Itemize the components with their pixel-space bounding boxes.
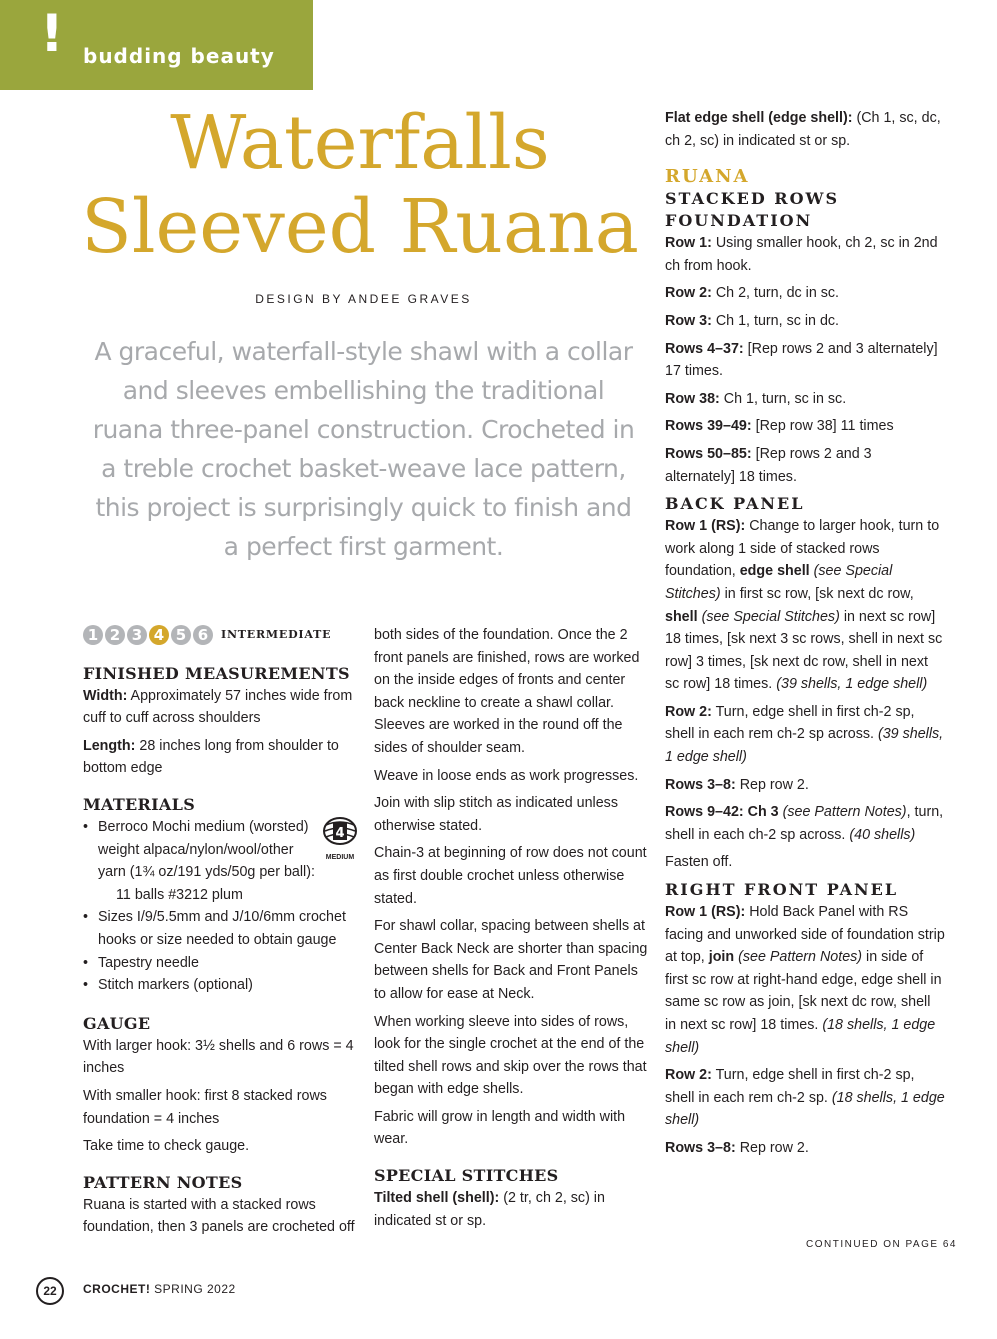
skill-dot-4: 4	[149, 625, 169, 645]
row-paragraph: Rows 39–49: [Rep row 38] 11 times	[665, 418, 894, 435]
byline: DESIGN BY ANDEE GRAVES	[255, 292, 472, 306]
length-paragraph: Length: 28 inches long from shoulder to bottom edge	[83, 737, 339, 777]
row-paragraph: Rows 9–42: Ch 3 (see Pattern Notes), turn, shell in each ch-2 sp across. (40 shells)	[665, 804, 944, 843]
width-paragraph: Width: Approximately 57 inches wide from cuff to cuff across shoulders	[83, 687, 353, 727]
row-paragraph: Rows 3–8: Rep row 2.	[665, 1139, 809, 1156]
row-paragraph: Row 2: Turn, edge shell in first ch-2 sp, shell in each rem ch-2 sp. (18 shells, 1 edge shell)	[665, 1067, 945, 1129]
materials-item: • Stitch markers (optional)	[83, 974, 358, 997]
magazine-footer: CROCHET! SPRING 2022	[83, 1282, 236, 1296]
svg-text:4: 4	[335, 825, 345, 841]
row-paragraph: Row 3: Ch 1, turn, sc in dc.	[665, 312, 840, 329]
pattern-notes-paragraph: Ruana is started with a stacked rows foundation, then 3 panels are crocheted off	[83, 1196, 355, 1236]
skill-dot-6: 6	[193, 625, 213, 645]
pattern-notes-paragraph: When working sleeve into sides of rows, look for the single crochet at the end of the tilted shell rows and skip over the rows that began with edge shells.	[374, 1013, 647, 1098]
row-paragraph: Row 1: Using smaller hook, ch 2, sc in 2nd ch from hook.	[665, 235, 938, 274]
yarn-weight-label: MEDIUM	[325, 853, 355, 861]
pattern-notes-paragraph: Join with slip stitch as indicated unless otherwise stated.	[374, 795, 618, 834]
skill-dot-5: 5	[171, 625, 191, 645]
finished-heading: FINISHED MEASUREMENTS	[83, 663, 350, 683]
row-paragraph: Rows 4–37: [Rep rows 2 and 3 alternately] 17 times.	[665, 340, 938, 380]
column-1	[83, 624, 358, 1244]
row-paragraph: Rows 50–85: [Rep rows 2 and 3 alternately] 18 times.	[665, 445, 872, 485]
materials-item: • Sizes I/9/5.5mm and J/10/6mm crochet hooks or size needed to obtain gauge	[83, 906, 358, 951]
ruana-heading: RUANA	[665, 166, 750, 188]
special-stitches-heading: SPECIAL STITCHES	[374, 1166, 559, 1186]
page-number: 22	[36, 1277, 64, 1305]
row-paragraph: Row 1 (RS): Change to larger hook, turn to work along 1 side of stacked rows foundation, edge shell (see Special Stitches) in first sc row, [sk next dc row, shell (see Special Stitches) in next sc row] 18 times, [sk next 3 sc rows, shell in next sc row] 3 times, [sk next dc row, shell in next sc row] 18 times. (39 shells, 1 edge shell)	[665, 518, 943, 693]
skill-dot-3: 3	[127, 625, 147, 645]
row-paragraph: Row 2: Ch 2, turn, dc in sc.	[665, 285, 840, 302]
right-front-heading: RIGHT FRONT PANEL	[665, 880, 899, 900]
pattern-notes-paragraph: both sides of the foundation. Once the 2 front panels are finished, rows are worked on the inside edges of fronts and center back neckline to create a shawl collar. Sleeves are worked in the round off the sides of shoulder seam.	[374, 627, 640, 756]
materials-list	[83, 816, 358, 997]
exclamation-mark: !	[40, 4, 64, 64]
intro-text: A graceful, waterfall-style shawl with a collar and sleeves embellishing the traditional ruana three-panel construction. Crocheted in a treble crochet basket-weave lace pattern, this project is surprisingly quick to finish and a perfect first garment.	[92, 337, 635, 561]
pattern-notes-paragraph: For shawl collar, spacing between shells at Center Back Neck are shorter than spacing between shells for Back and Front Panels to allow for ease at Neck.	[374, 918, 648, 1002]
column-2	[374, 624, 649, 1237]
skill-dot-1: 1	[83, 625, 103, 645]
tilted-shell-paragraph: Tilted shell (shell): (2 tr, ch 2, sc) in indicated st or sp.	[374, 1190, 605, 1229]
skill-label: INTERMEDIATE	[221, 628, 332, 641]
gauge-heading: GAUGE	[83, 1013, 151, 1033]
gauge-paragraph: With smaller hook: first 8 stacked rows foundation = 4 inches	[83, 1087, 327, 1127]
title-line-1: Waterfalls	[170, 100, 550, 186]
gauge-paragraph: With larger hook: 3½ shells and 6 rows = 4 inches	[83, 1037, 354, 1077]
title-line-2: Sleeved Ruana	[81, 184, 639, 270]
pattern-notes-paragraph: Weave in loose ends as work progresses.	[374, 767, 639, 784]
materials-item: • Tapestry needle	[83, 952, 358, 975]
gauge-paragraph: Take time to check gauge.	[83, 1138, 250, 1155]
flat-edge-shell-paragraph: Flat edge shell (edge shell): (Ch 1, sc, dc, ch 2, sc) in indicated st or sp.	[665, 110, 941, 149]
pattern-notes-paragraph: Chain-3 at beginning of row does not count as first double crochet unless otherwise stated.	[374, 845, 647, 907]
row-paragraph: Row 1 (RS): Hold Back Panel with RS facing and unworked side of foundation strip at top, join (see Pattern Notes) in side of first sc row at right-hand edge, edge shell in same sc row as join, [sk next dc row, shell in next sc row] 18 times. (18 shells, 1 edge shell)	[665, 904, 945, 1056]
column-3	[665, 107, 945, 1165]
row-paragraph: Row 38: Ch 1, turn, sc in sc.	[665, 390, 847, 407]
back-panel-heading: BACK PANEL	[665, 494, 805, 514]
pattern-notes-heading: PATTERN NOTES	[83, 1172, 243, 1192]
pattern-notes-paragraph: Fabric will grow in length and width with wear.	[374, 1108, 626, 1148]
section-label: budding beauty	[83, 44, 275, 68]
fasten-off: Fasten off.	[665, 854, 733, 871]
materials-block	[83, 816, 358, 997]
continued-note: CONTINUED ON PAGE 64	[806, 1239, 957, 1250]
materials-item: • Berroco Mochi medium (worsted) weight alpaca/nylon/wool/other yarn (1¾ oz/191 yds/50g per ball): 11 balls #3212 plum	[83, 816, 358, 906]
skill-dot-2: 2	[105, 625, 125, 645]
materials-heading: MATERIALS	[83, 794, 196, 814]
row-paragraph: Row 2: Turn, edge shell in first ch-2 sp, shell in each rem ch-2 sp across. (39 shells, 1 edge shell)	[665, 703, 944, 766]
row-paragraph: Rows 3–8: Rep row 2.	[665, 776, 809, 793]
stacked-rows-heading: STACKED ROWS FOUNDATION	[665, 189, 840, 231]
skill-level	[83, 624, 358, 647]
